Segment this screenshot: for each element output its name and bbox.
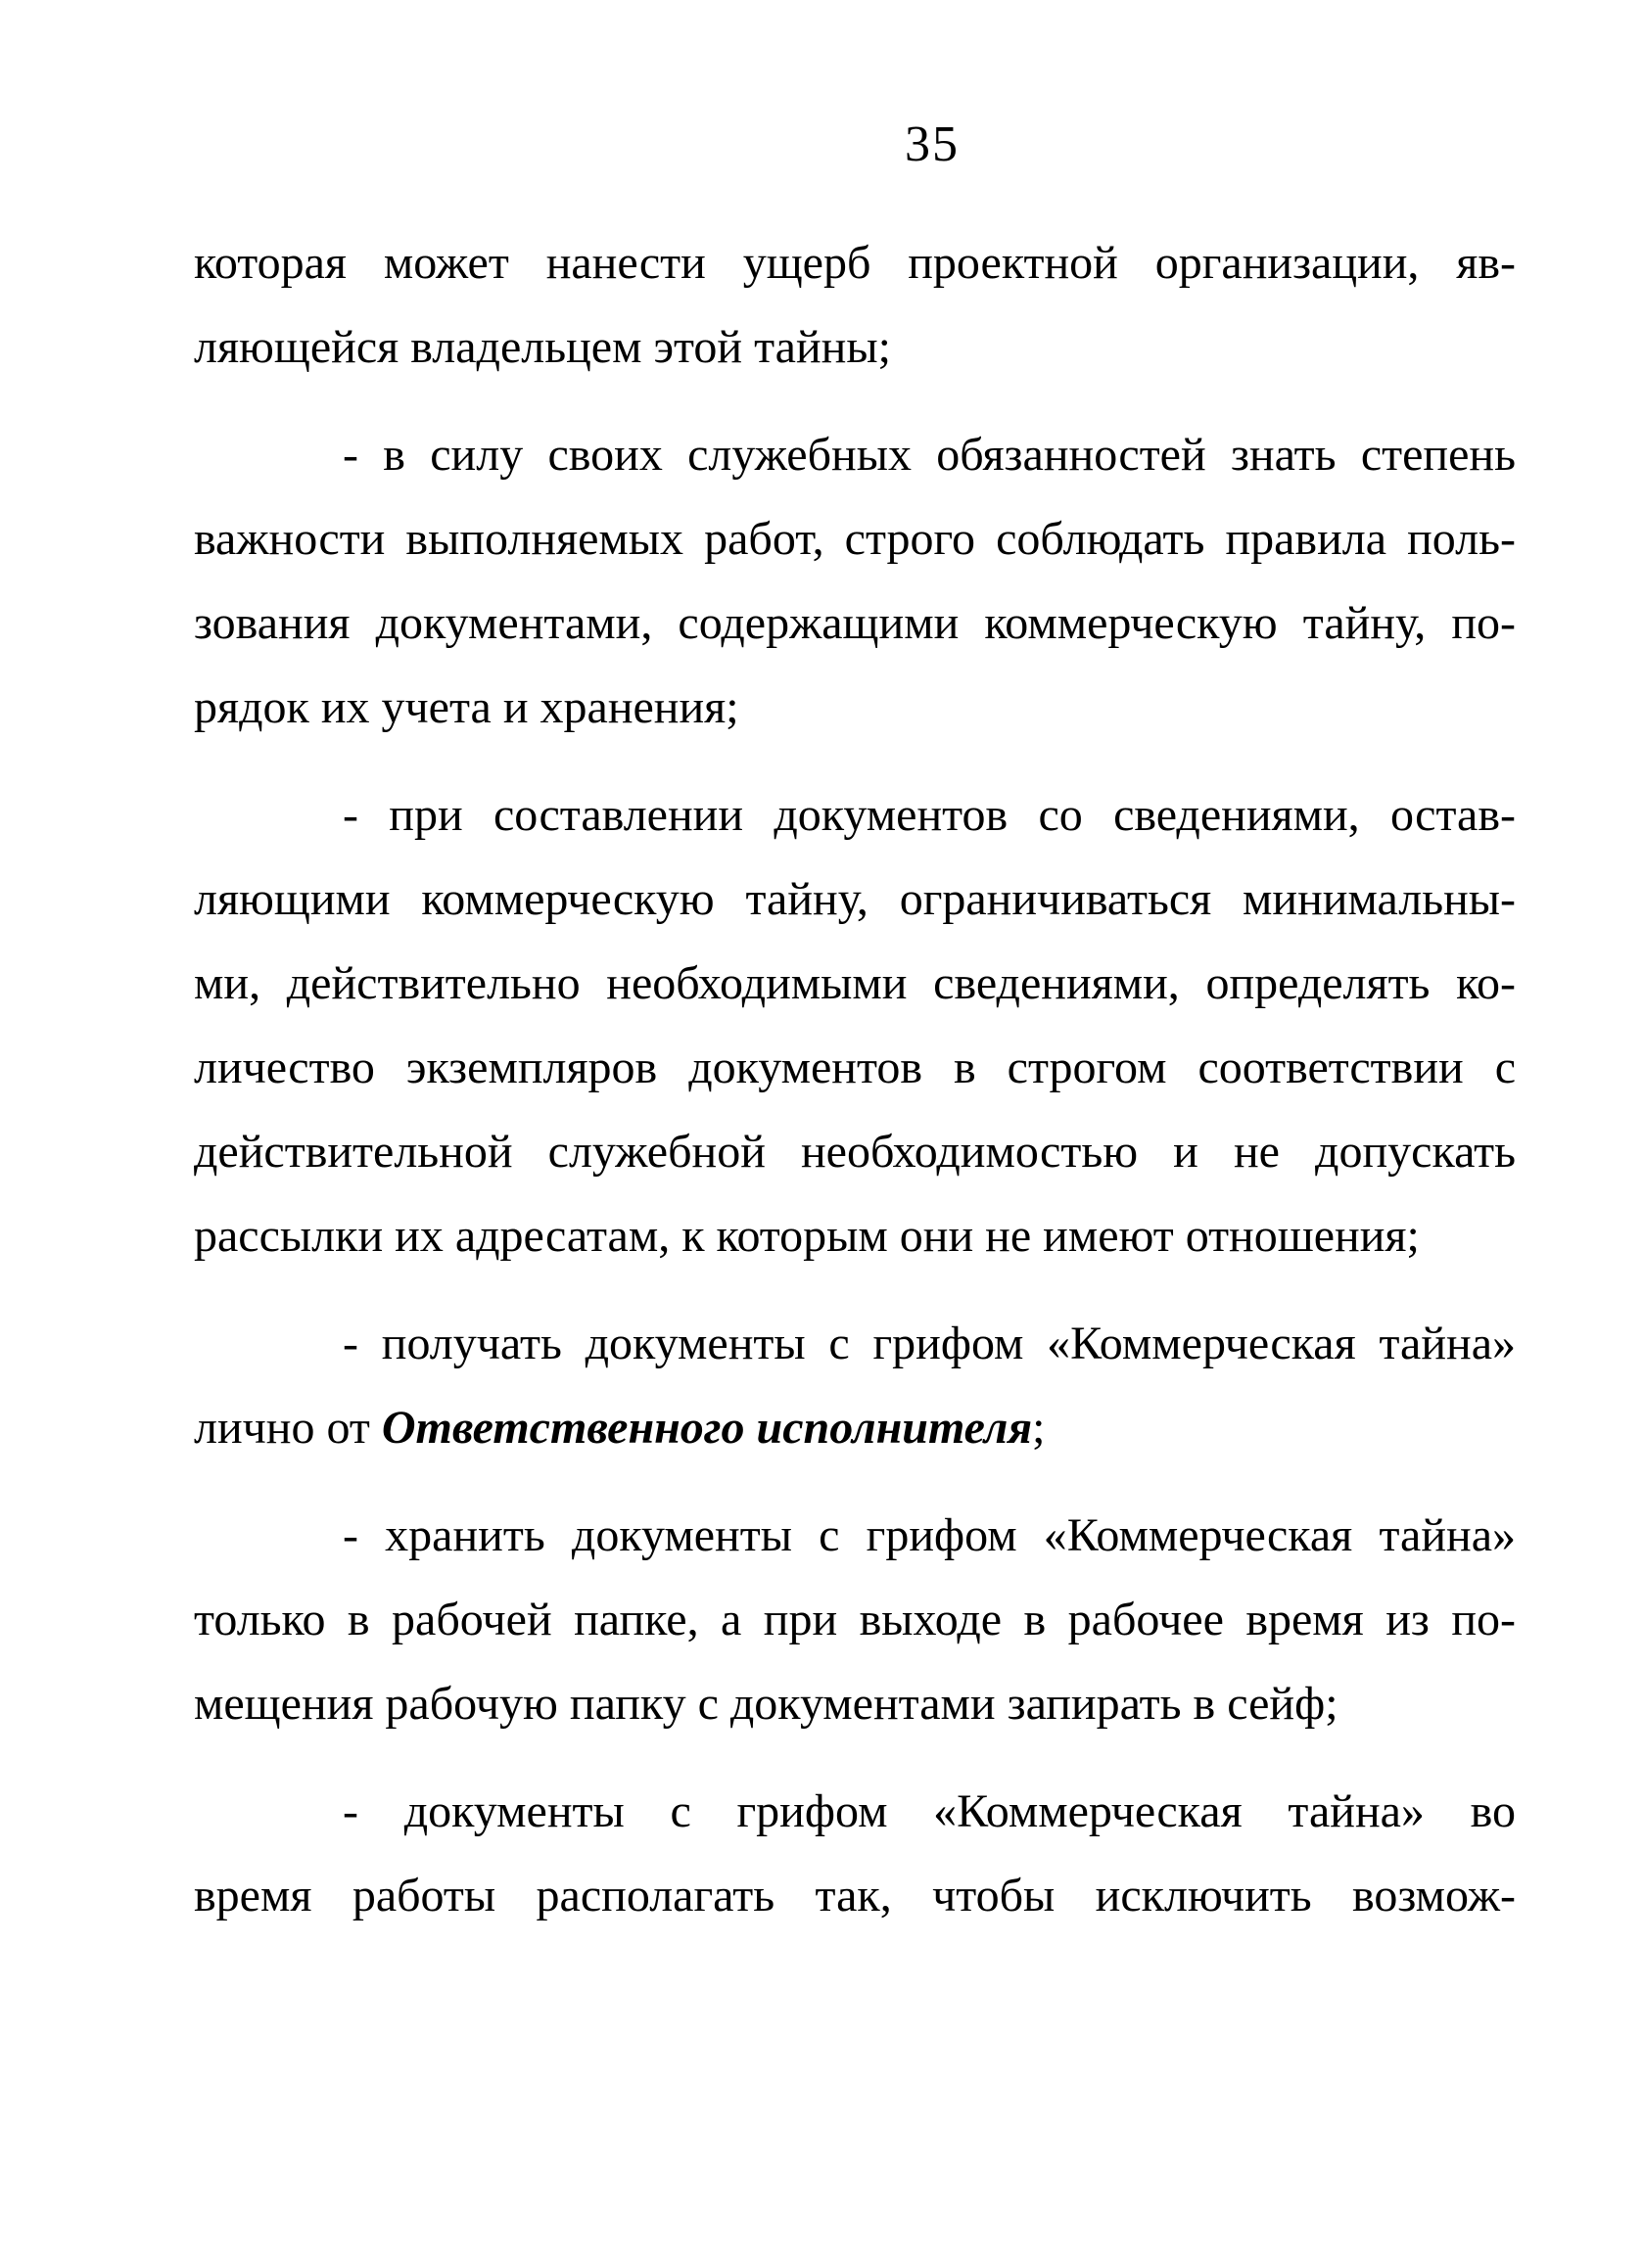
text-line: личество экземпляров документов в строгом соответствии с [194, 1041, 1516, 1093]
text-line: только в рабочей папке, а при выходе в рабочее время из по- [194, 1594, 1516, 1645]
text-line: действительной служебной необходимостью и не допускать [194, 1126, 1516, 1178]
text-line: мещения рабочую папку с документами запирать в сейф; [194, 1678, 1338, 1730]
text-line: - документы с грифом «Коммерческая тайна» во [343, 1785, 1516, 1837]
text-line: - получать документы с грифом «Коммерческая тайна» [343, 1318, 1516, 1369]
text-line: - при составлении документов со сведениями, остав- [343, 789, 1516, 841]
paragraph-2 [194, 413, 1516, 750]
text-line [194, 1386, 1516, 1470]
text-line: ляющейся владельцем этой тайны; [194, 321, 891, 373]
text-line: - в силу своих служебных обязанностей знать степень [343, 429, 1516, 481]
paragraph-6 [194, 1770, 1516, 1938]
text-line: рядок их учета и хранения; [194, 681, 739, 733]
text-line: которая может нанести ущерб проектной организации, яв- [194, 237, 1516, 289]
text-line: время работы располагать так, чтобы исключить возмож- [194, 1870, 1516, 1921]
text-line: ляющими коммерческую тайну, ограничиваться минимальны- [194, 873, 1516, 925]
text-line: зования документами, содержащими коммерческую тайну, по- [194, 597, 1516, 649]
paragraph-1 [194, 221, 1516, 390]
text-line: - хранить документы с грифом «Коммерческая тайна» [343, 1509, 1516, 1561]
text-run: ; [1032, 1402, 1046, 1454]
paragraph-5 [194, 1494, 1516, 1746]
paragraph-4 [194, 1302, 1516, 1470]
page-number: 35 [905, 116, 960, 172]
text-line: ми, действительно необходимыми сведениями, определять ко- [194, 957, 1516, 1009]
text-run: лично от [194, 1402, 382, 1454]
body-text [194, 221, 1516, 1938]
paragraph-3 [194, 773, 1516, 1278]
emphasized-role: Ответственного исполнителя [381, 1402, 1033, 1454]
text-line: важности выполняемых работ, строго соблюдать правила поль- [194, 513, 1516, 565]
text-line: рассылки их адресатам, к которым они не имеют отношения; [194, 1210, 1420, 1262]
